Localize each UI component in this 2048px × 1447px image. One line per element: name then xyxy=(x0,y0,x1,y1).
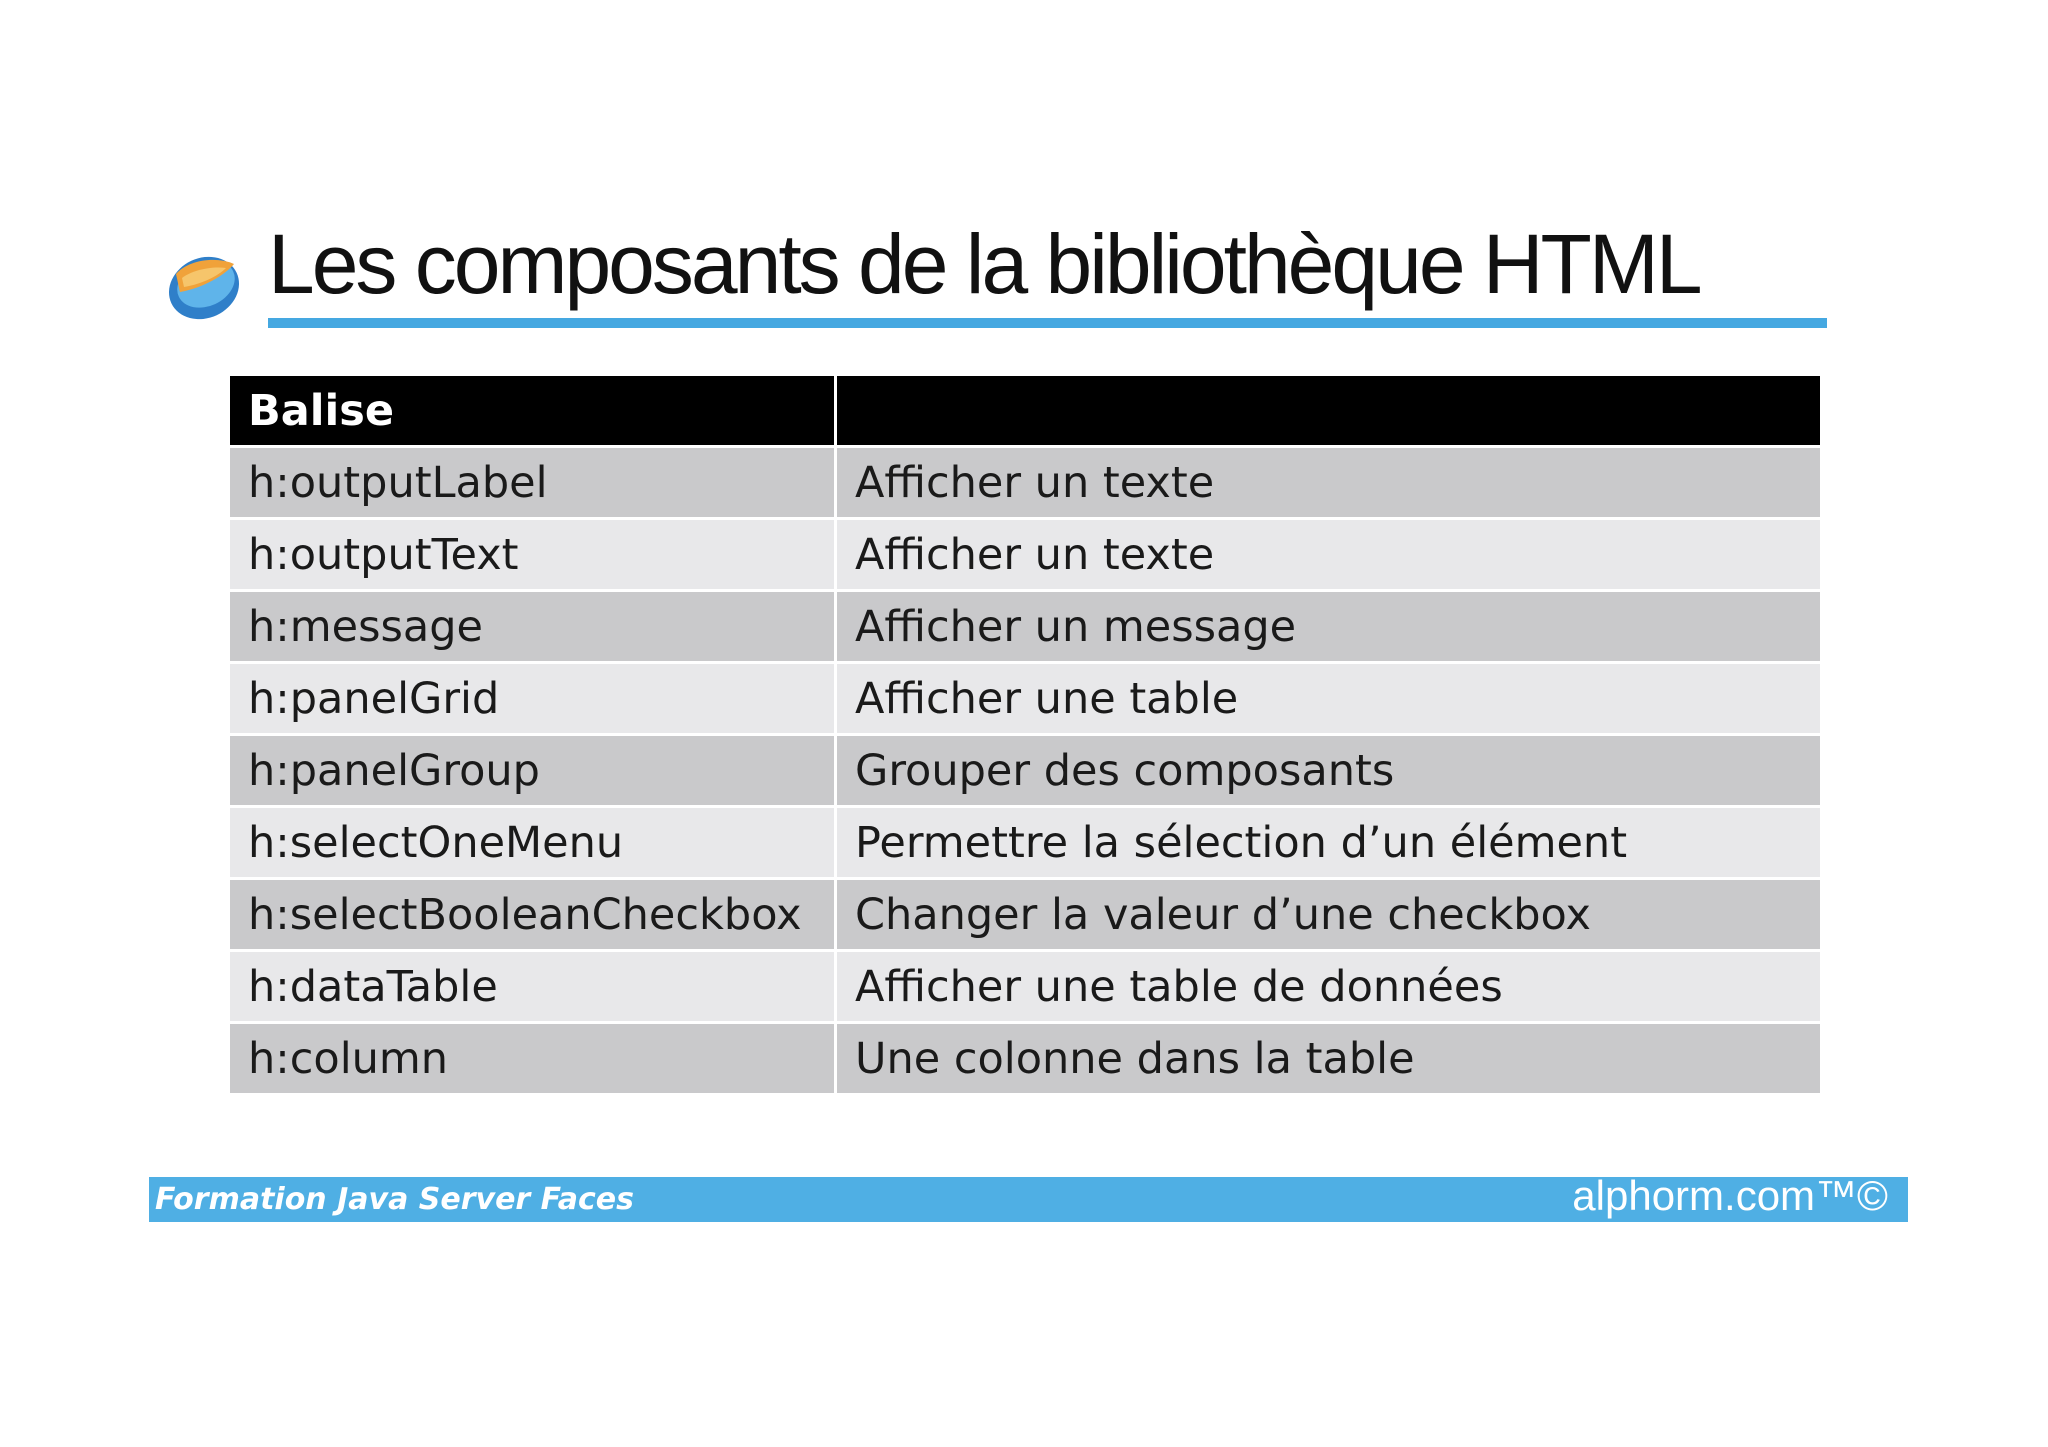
footer-brand: alphorm.com™© xyxy=(1572,1172,1888,1219)
alphorm-logo-icon xyxy=(164,244,244,324)
description-cell: Afficher un texte xyxy=(837,520,1820,589)
description-cell: Changer la valeur d’une checkbox xyxy=(837,880,1820,949)
table-row xyxy=(230,952,1820,1021)
table-header-row xyxy=(230,376,1820,445)
table-row xyxy=(230,736,1820,805)
tag-cell: h:selectOneMenu xyxy=(230,808,834,877)
table-row xyxy=(230,664,1820,733)
table-row xyxy=(230,592,1820,661)
tag-cell: h:panelGroup xyxy=(230,736,834,805)
table-row xyxy=(230,520,1820,589)
description-cell: Permettre la sélection d’un élément xyxy=(837,808,1820,877)
tag-cell: h:panelGrid xyxy=(230,664,834,733)
tag-cell: h:outputText xyxy=(230,520,834,589)
header-description xyxy=(837,376,1820,445)
components-table xyxy=(230,376,1820,1096)
tag-cell: h:message xyxy=(230,592,834,661)
description-cell: Afficher une table de données xyxy=(837,952,1820,1021)
tag-cell: h:selectBooleanCheckbox xyxy=(230,880,834,949)
table-row xyxy=(230,448,1820,517)
header-balise: Balise xyxy=(230,376,834,445)
slide-title: Les composants de la bibliothèque HTML xyxy=(268,217,1700,311)
description-cell: Afficher une table xyxy=(837,664,1820,733)
table-row xyxy=(230,1024,1820,1093)
description-cell: Afficher un texte xyxy=(837,448,1820,517)
footer-course-title: Formation Java Server Faces xyxy=(155,1182,634,1217)
tag-cell: h:column xyxy=(230,1024,834,1093)
title-underline xyxy=(268,318,1827,328)
table-row xyxy=(230,880,1820,949)
description-cell: Grouper des composants xyxy=(837,736,1820,805)
tag-cell: h:outputLabel xyxy=(230,448,834,517)
table-row xyxy=(230,808,1820,877)
description-cell: Une colonne dans la table xyxy=(837,1024,1820,1093)
description-cell: Afficher un message xyxy=(837,592,1820,661)
tag-cell: h:dataTable xyxy=(230,952,834,1021)
